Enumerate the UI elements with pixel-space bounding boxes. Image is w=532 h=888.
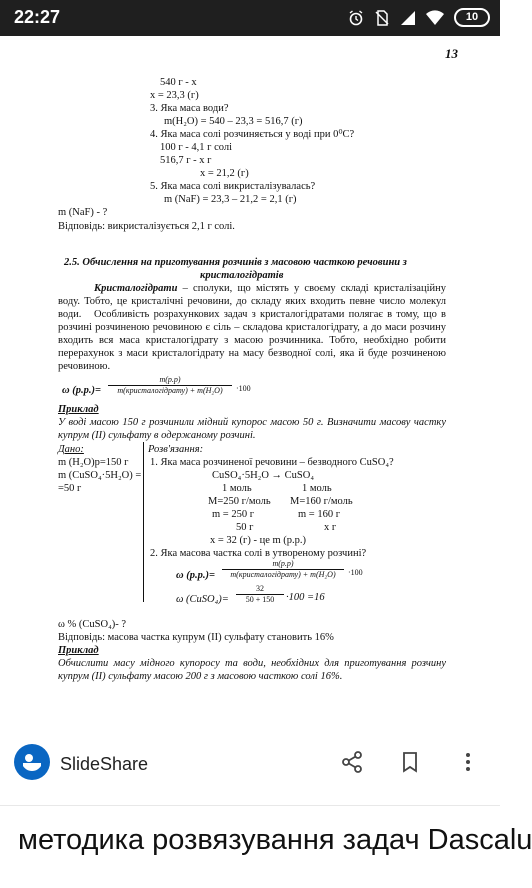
formula-fraction: $\frac{32}{50 + 150}$ [236, 584, 284, 605]
example-heading: Приклад [58, 404, 99, 415]
equation: CuSO₄·5H₂O → CuSO₄ [212, 470, 314, 481]
solution-line: 50 г [236, 522, 254, 533]
wifi-icon [426, 10, 444, 26]
text-line: 540 г - х [160, 77, 197, 88]
signal-icon [400, 10, 416, 26]
battery-icon: 10 [454, 8, 490, 27]
solution-label: Розв'язання: [148, 444, 204, 455]
paragraph: Особливість розрахункових задач з кристалогідратами полягає в тому, що в розчині розчиненою речовиною є сіль – складова кристалогідрату, а до маси розчину входить вся маса кристалогідрату з масою розчинника. Тобто, необхідно робити перерахунок з маси кристалогідрату на масу безводної солі, яка й буде розчиненою речовиною. [58, 309, 446, 372]
find-line: ω % (CuSO₄)- ? [58, 619, 127, 630]
no-sim-icon [374, 10, 390, 26]
text-line: m (NaF) = 23,3 – 21,2 = 2,1 (г) [164, 194, 297, 205]
status-bar [0, 0, 500, 36]
given-divider [143, 442, 144, 602]
text-line: х = 21,2 (г) [200, 168, 249, 179]
example-task: У воді масою 150 г розчинили мідний купорос масою 50 г. Визначити масову частку купрум (II) сульфату в одержаному розчині. [58, 417, 446, 441]
task-heading: Приклад [58, 645, 99, 656]
formula-fraction: m(р.р) m(кристалогідрату) + m(H₂O) [222, 559, 344, 580]
solution-line: 1 моль [222, 483, 252, 494]
solution-line: 2. Яка масова частка солі в утвореному розчині? [150, 548, 367, 559]
slideshare-logo-icon [14, 744, 50, 780]
text-line: 100 г - 4,1 г солі [160, 142, 233, 153]
page-number: 13 [445, 46, 458, 61]
given-label: Дано: [58, 444, 84, 455]
answer-line: Відповідь: масова частка купрум (II) сульфату становить 16% [58, 632, 334, 643]
text-line: 5. Яка маса солі викристалізувалась? [150, 181, 316, 192]
solution-line: х г [324, 522, 337, 533]
text-line: 3. Яка маса води? [150, 103, 229, 114]
text-line: 4. Яка маса солі розчиняється у воді при 0⁰С? [150, 129, 355, 140]
text-line: х = 23,3 (г) [150, 90, 199, 101]
formula-mult: ·100 [348, 568, 363, 577]
solution-line: 1 моль [302, 483, 332, 494]
share-icon[interactable] [340, 750, 364, 774]
document-page[interactable] [0, 36, 500, 682]
text-line: – сполуки, що містять у своєму складі кристалізаційну воду. Тобто, це кристалічні речовини, до складу яких входить певне число молекул води. [58, 283, 446, 320]
formula-mult: ·100 [236, 384, 251, 393]
section-heading: кристалогідратів [200, 270, 284, 281]
solution-line: M=250 г/моль [208, 496, 271, 507]
solution-line: 1. Яка маса розчиненої речовини – безводного CuSO₄? [150, 457, 394, 468]
formula-label: ω (CuSO₄)= [176, 594, 229, 605]
solution-line: х = 32 (г) - це m (р.р.) [210, 535, 307, 546]
formula-label: ω (р.р.)= [62, 385, 101, 396]
task-text: Обчислити масу мідного купоросу та води, необхідних для приготування розчину купрум (II) сульфату масою 200 г з масовою часткою солі 16%. [58, 658, 446, 682]
solution-line: m = 160 г [298, 509, 341, 520]
text-line: m (NaF) - ? [58, 207, 108, 218]
solution-line: M=160 г/моль [290, 496, 353, 507]
term: Кристалогідрати [94, 283, 178, 294]
app-name: SlideShare [60, 754, 149, 774]
given-line: =50 г [58, 483, 82, 494]
text-line: 516,7 г - х г [160, 155, 212, 166]
bookmark-icon[interactable] [398, 750, 422, 774]
solution-line: m = 250 г [212, 509, 255, 520]
text-line: m(H₂O) = 540 – 23,3 = 516,7 (г) [164, 116, 303, 127]
document-title: методика розвязування задач Dascalu [18, 824, 532, 856]
alarm-icon [348, 10, 364, 26]
more-options-icon[interactable] [456, 750, 480, 774]
formula-fraction: m(р.р) m(кристалогідрату) + m(H₂O) [108, 375, 232, 396]
given-line: m (CuSO₄·5H₂O) = [58, 470, 142, 481]
divider [0, 805, 500, 806]
text-line: Відповідь: викристалізується 2,1 г солі. [58, 221, 235, 232]
slideshare-bar [0, 728, 500, 804]
section-heading: 2.5. Обчислення на приготування розчинів з масовою часткою речовини з [64, 257, 407, 268]
given-line: m (H₂O)р=150 г [58, 457, 129, 468]
status-icons [348, 8, 490, 27]
formula-mult: ·100 =16 [286, 592, 325, 603]
clock: 22:27 [14, 7, 61, 27]
formula-label: ω (р.р.)= [176, 570, 215, 581]
slideshare-logo [14, 744, 50, 780]
